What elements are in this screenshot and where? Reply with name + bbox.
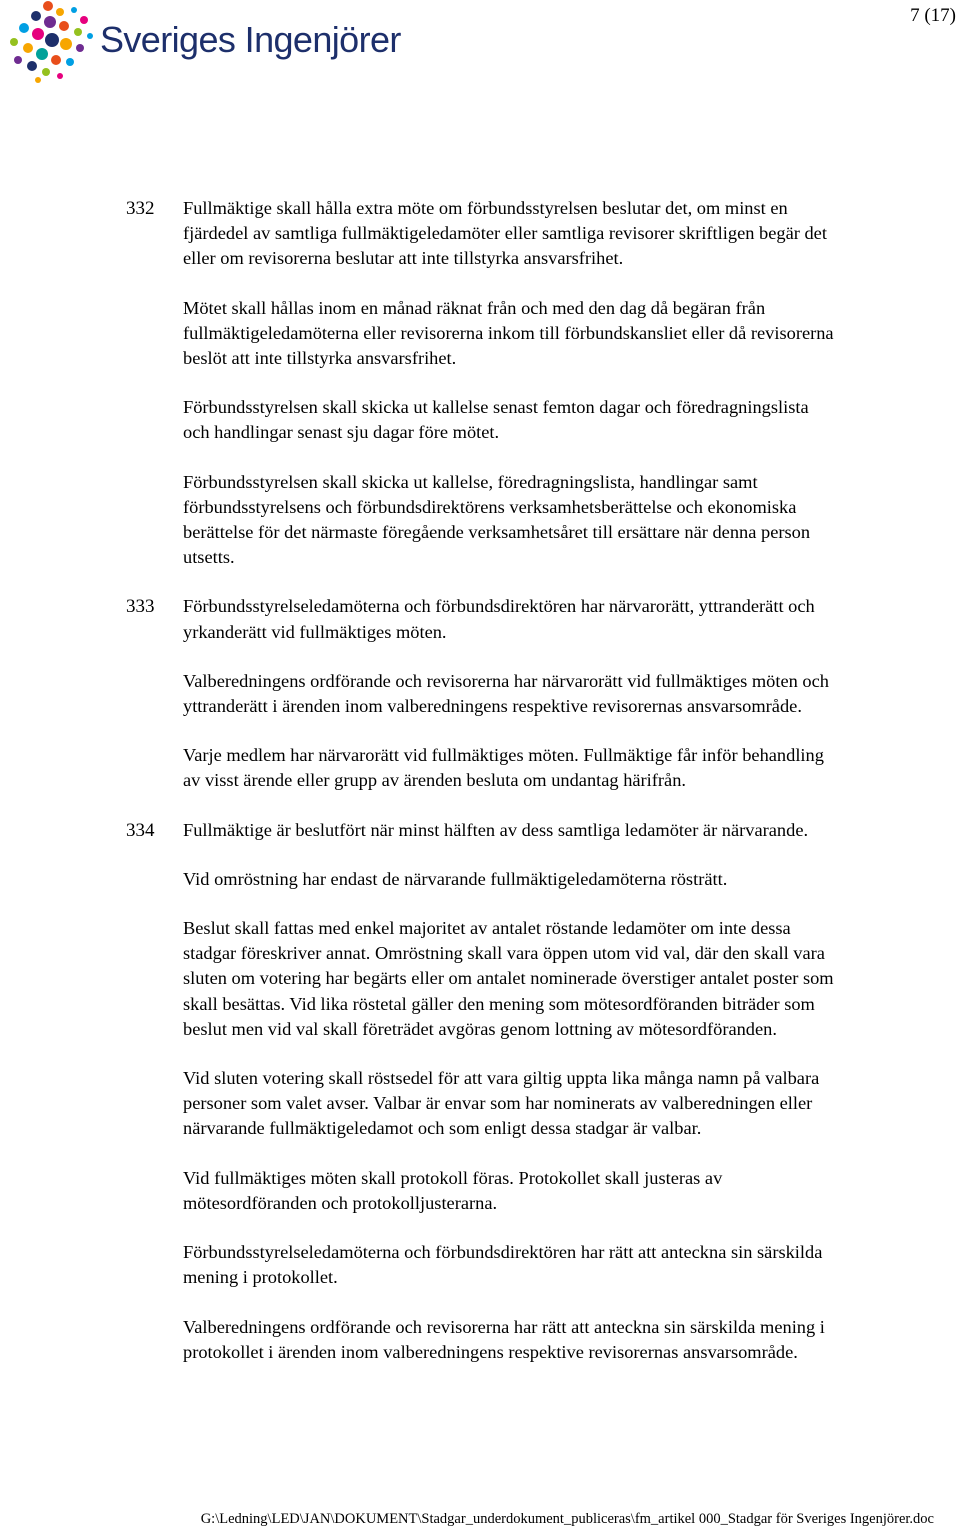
logo-wordmark: Sveriges Ingenjörer: [100, 19, 401, 60]
logo-dot-mark-icon: [4, 0, 96, 86]
footer-file-path: G:\Ledning\LED\JAN\DOKUMENT\Stadgar_underdokument_publiceras\fm_artikel 000_Stadgar för Sveriges Ingenjörer.doc: [200, 1511, 934, 1527]
paragraph: Förbundsstyrelseledamöterna och förbundsdirektören har rätt att anteckna sin särskilda mening i protokollet.: [183, 1242, 823, 1288]
section-number: 333: [126, 596, 155, 618]
section-334: [0, 818, 960, 1365]
paragraph: Vid fullmäktiges möten skall protokoll föras. Protokollet skall justeras av mötesordföranden och protokolljusterarna.: [183, 1167, 723, 1213]
document-body: [0, 196, 960, 1389]
paragraph: Mötet skall hållas inom en månad räknat från och med den dag då begäran från fullmäktigeledamöterna eller revisorerna inkom till förbundskansliet eller då revisorerna beslöt att inte tillstyrka ansvarsfrihet.: [183, 297, 834, 369]
paragraph: Fullmäktige är beslutfört när minst hälften av dess samtliga ledamöter är närvarande.: [183, 819, 809, 840]
paragraph: Vid sluten votering skall röstsedel för att vara giltig uppta lika många namn på valbara personer som valet avser. Valbar är envar som har nominerats av valberedningen eller närvarande fullmäktigeledamot och som enligt dessa stadgar är valbar.: [183, 1068, 820, 1139]
section-333: [0, 594, 960, 793]
paragraph: Förbundsstyrelsen skall skicka ut kallelse, föredragningslista, handlingar samt förbundsstyrelsens och förbundsdirektörens verksamhetsberättelse och ekonomiska berättelse för det närmaste föregående verksamhetsåret till ersättare när denna person utsetts.: [183, 471, 811, 568]
paragraph: Förbundsstyrelseledamöterna och förbundsdirektören har närvarorätt, yttranderätt och yrkanderätt vid fullmäktiges möten.: [183, 596, 815, 642]
page-number: 7 (17): [910, 5, 956, 26]
paragraph: Fullmäktige skall hålla extra möte om förbundsstyrelsen beslutar det, om minst en fjärdedel av samtliga fullmäktigeledamöter eller samtliga revisorer skriftligen begär det eller om revisorerna beslutar att inte tillstyrka ansvarsfrihet.: [183, 198, 827, 269]
organization-logo: [4, 0, 404, 86]
paragraph: Valberedningens ordförande och revisorerna har rätt att anteckna sin särskilda mening i protokollet i ärenden inom valberedningens respektive revisorernas ansvarsområde.: [183, 1316, 825, 1362]
paragraph: Beslut skall fattas med enkel majoritet av antalet röstande ledamöter om inte dessa stadgar föreskriver annat. Omröstning skall vara öppen utom vid val, där den skall vara sluten om votering har begärts eller om antalet nominerade överstiger antalet poster som skall besättas. Vid lika röstetal gäller den mening som mötesordföranden biträder som beslut men vid val skall företrädet avgöras genom lottning av mötesordföranden.: [183, 918, 834, 1039]
section-number: 332: [126, 198, 155, 219]
section-number: 334: [126, 819, 155, 841]
paragraph: Varje medlem har närvarorätt vid fullmäktiges möten. Fullmäktige får inför behandling av visst ärende eller grupp av ärenden besluta om undantag härifrån.: [183, 745, 824, 791]
paragraph: Förbundsstyrelsen skall skicka ut kallelse senast femton dagar och föredragningslista och handlingar senast sju dagar före mötet.: [183, 397, 809, 443]
paragraph: Vid omröstning har endast de närvarande fullmäktigeledamöterna rösträtt.: [183, 868, 728, 889]
paragraph: Valberedningens ordförande och revisorerna har närvarorätt vid fullmäktiges möten och yttranderätt i ärenden inom valberedningens respektive revisorernas ansvarsområde.: [183, 670, 829, 717]
section-332: [0, 196, 960, 570]
